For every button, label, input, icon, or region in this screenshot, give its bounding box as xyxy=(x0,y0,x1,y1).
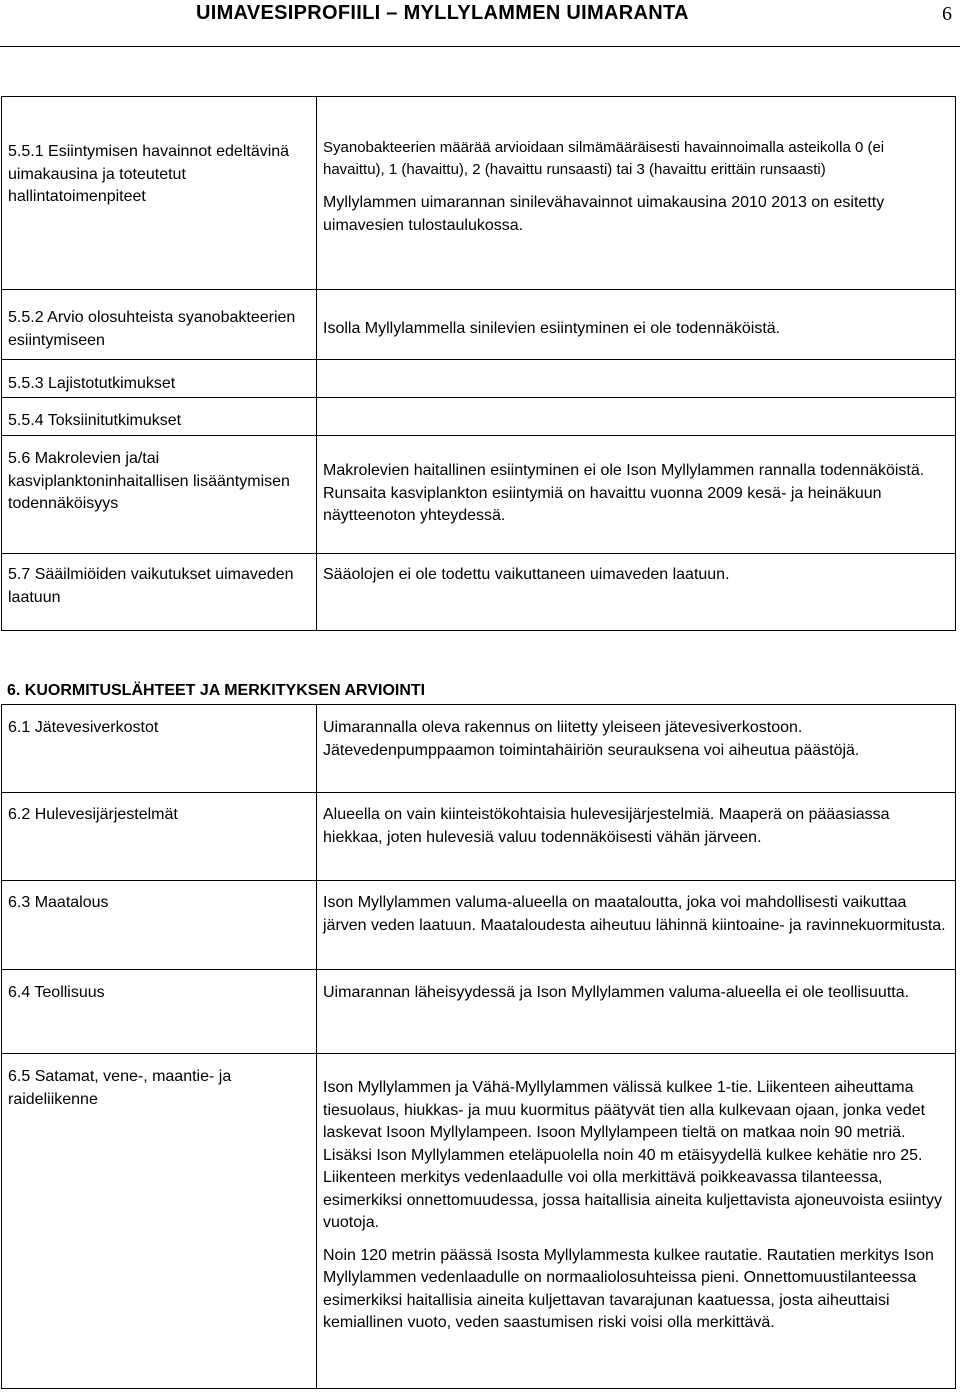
row-text: Makrolevien haitallinen esiintyminen ei ole Ison Myllylammen rannalla todennäköistä. Runsaita kasviplankton esiintymiä on havaittu vuonna 2009 kesä- ja heinäkuun näytteenoton yhteydessä. xyxy=(323,462,925,524)
table-row xyxy=(2,554,956,631)
table-row xyxy=(2,398,956,436)
row-label: 6.3 Maatalous xyxy=(8,894,109,911)
row-label: 5.5.3 Lajistotutkimukset xyxy=(8,375,176,392)
pollution-sources-table xyxy=(1,704,956,1389)
row-text: Sääolojen ei ole todettu vaikuttaneen uimaveden laatuun. xyxy=(323,566,730,583)
row-label: 5.5.4 Toksiinitutkimukset xyxy=(8,412,182,429)
table-row xyxy=(2,881,956,970)
row-label: 5.5.2 Arvio olosuhteista syanobakteerien esiintymiseen xyxy=(8,309,296,349)
row-text: Isolla Myllylammella sinilevien esiintyminen ei ole todennäköistä. xyxy=(323,320,781,337)
row-text: Uimarannalla oleva rakennus on liitetty yleiseen jätevesiverkostoon. Jätevedenpumppaamon toimintahäiriön seurauksena voi aiheutua päästöjä. xyxy=(323,719,860,759)
page-number: 6 xyxy=(942,3,952,25)
row-label: 5.6 Makrolevien ja/tai kasviplanktoninhaitallisen lisääntymisen todennäköisyys xyxy=(8,450,290,512)
row-label: 6.1 Jätevesiverkostot xyxy=(8,719,159,736)
table-row xyxy=(2,290,956,360)
row-label: 5.5.1 Esiintymisen havainnot edeltävinä uimakausina ja toteutetut hallintatoimenpiteet xyxy=(8,143,290,205)
table-row xyxy=(2,970,956,1054)
row-text: Myllylammen uimarannan sinilevähavainnot uimakausina 2010 2013 on esitetty uimavesien tulostaulukossa. xyxy=(323,194,885,234)
row-text: Noin 120 metrin päässä Isosta Myllylammesta kulkee rautatie. Rautatien merkitys Ison Myllylammen vedenlaadulle on normaaliolosuhteissa pieni. Onnettomuustilanteessa esimerkiksi haitallisia aineita kuljettavan tavarajunan kaatuessa, josta aiheuttaisi kemiallinen vuoto, veden saastumisen riski voisi olla merkittävä. xyxy=(323,1246,934,1331)
row-label: 5.7 Sääilmiöiden vaikutukset uimaveden laatuun xyxy=(8,566,294,606)
table-row xyxy=(2,1054,956,1389)
header-divider xyxy=(0,46,960,47)
table-row xyxy=(2,793,956,881)
table-row xyxy=(2,360,956,398)
section-heading: 6. KUORMITUSLÄHTEET JA MERKITYKSEN ARVIOINTI xyxy=(7,682,426,699)
row-label: 6.5 Satamat, vene-, maantie- ja raideliikenne xyxy=(8,1068,232,1108)
row-text: Uimarannan läheisyydessä ja Ison Myllylammen valuma-alueella ei ole teollisuutta. xyxy=(323,984,910,1001)
page-header-title: UIMAVESIPROFIILI – MYLLYLAMMEN UIMARANTA xyxy=(196,2,689,24)
table-row xyxy=(2,436,956,554)
row-text: Syanobakteerien määrää arvioidaan silmämääräisesti havainnoimalla asteikolla 0 (ei havaittu), 1 (havaittu), 2 (havaittu runsaasti) tai 3 (havaittu erittäin runsaasti) xyxy=(323,139,885,178)
row-text: Ison Myllylammen valuma-alueella on maataloutta, joka voi mahdollisesti vaikuttaa järven veden laatuun. Maataloudesta aiheutuu lähinnä kiintoaine- ja ravinnekuormitusta. xyxy=(323,894,946,934)
cyanobacteria-table xyxy=(1,96,956,631)
table-row xyxy=(2,97,956,290)
row-label: 6.2 Hulevesijärjestelmät xyxy=(8,806,178,823)
table-row xyxy=(2,705,956,793)
row-text: Ison Myllylammen ja Vähä-Myllylammen välissä kulkee 1-tie. Liikenteen aiheuttama tiesuolaus, hiukkas- ja muu kuormitus päätyvät tien alla kulkevaan ojaan, jonka vedet laskevat Isoon Myllylampeen. Isoon Myllylampeen tieltä on matkaa noin 90 metriä. Lisäksi Ison Myllylammen eteläpuolella noin 40 m etäisyydellä kulkee kehätie nro 25. Liikenteen merkitys vedenlaadulle voi olla merkittävä poikkeavassa tilanteessa, esimerkiksi onnettomuudessa, jossa haitallisia aineita kuljettavista ajoneuvoista esiintyy vuotoja. xyxy=(323,1079,942,1231)
row-label: 6.4 Teollisuus xyxy=(8,984,105,1001)
row-text: Alueella on vain kiinteistökohtaisia hulevesijärjestelmiä. Maaperä on pääasiassa hiekkaa, joten hulevesiä valuu todennäköisesti vähän järveen. xyxy=(323,806,890,846)
